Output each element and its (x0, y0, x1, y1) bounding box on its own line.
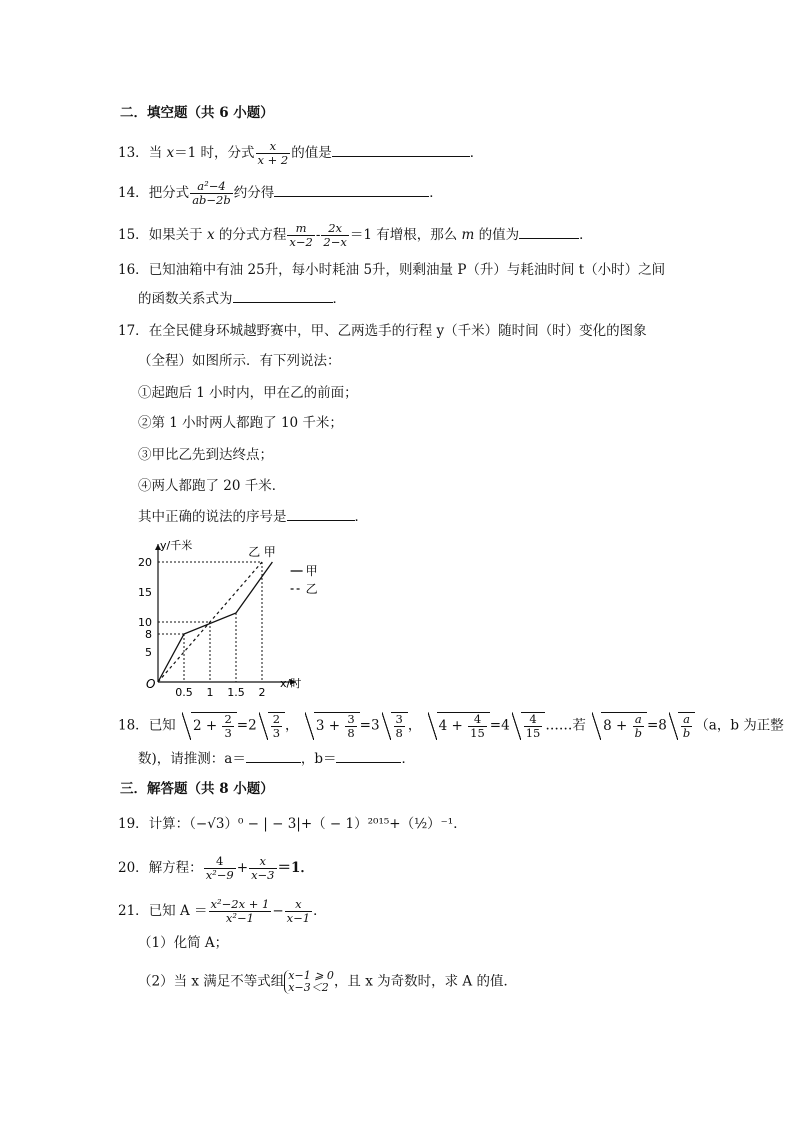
q17-statement-1: ①起跑后 1 小时内，甲在乙的前面； (138, 385, 358, 401)
q13-answer-blank[interactable] (332, 144, 470, 157)
q17-answer-blank[interactable] (287, 508, 355, 521)
q14-frac-den: ab−2b (192, 193, 231, 207)
question-15 (118, 222, 593, 249)
y-tick-label: 15 (138, 586, 152, 599)
question-21 (118, 898, 327, 925)
q21-text-1: 已知 A ＝ (148, 903, 208, 919)
question-16-line-2 (138, 290, 346, 308)
q21-part-2 (138, 970, 517, 994)
q16-text-1: 已知油箱中有油 25升，每小时耗油 5升，则剩油量 P（升）与耗油时间 t（小时）之间 (148, 262, 666, 278)
q14-frac-num: a²−4 (190, 180, 233, 194)
q18-sep-2: ， (407, 717, 422, 734)
q20-frac2-num: x (249, 855, 276, 869)
q15-text-2: 的分式方程 (214, 227, 287, 243)
x-tick-label: 1.5 (227, 686, 245, 699)
q15-minus: - (315, 227, 321, 243)
curve-label-jia: 甲 (263, 545, 276, 559)
q13-var-x: x (166, 145, 175, 161)
q17-line-2: （全程）如图所示．有下列说法： (138, 353, 341, 369)
q18-expr-3: 4 + $\frac{4}{15}$ (428, 712, 490, 740)
q21-part-2-text-2: ，且 x 为奇数时，求 A 的值． (333, 973, 517, 990)
q17-chart (138, 532, 338, 702)
q18-expr-4: 8 + $\frac{a}{b}$ (592, 712, 647, 740)
question-16-line-1 (118, 261, 665, 279)
y-tick-label: 10 (138, 616, 152, 629)
q17-statement-3: ③甲比乙先到达终点； (138, 447, 273, 463)
q21-minus: − (272, 903, 284, 919)
q21-ineq-1: x−1 ⩾ 0 (288, 969, 334, 982)
x-tick-label: 2 (258, 686, 266, 699)
q21-fraction-2 (285, 898, 312, 925)
y-tick-label: 20 (138, 556, 152, 569)
q15-fraction-2 (321, 222, 348, 249)
q21-number: 21． (118, 903, 149, 919)
q17-statement-4: ④两人都跑了 20 千米． (138, 478, 286, 494)
question-13 (118, 140, 483, 167)
q18-answer-b[interactable] (336, 750, 401, 763)
q16-end: ． (332, 291, 346, 307)
q21-frac2-den: x−1 (286, 911, 311, 925)
question-19 (118, 815, 467, 833)
q18-ask-b: ，b＝ (300, 751, 337, 767)
q20-plus: + (236, 860, 249, 876)
q18-sep-1: ， (285, 717, 299, 734)
q15-frac1-num: m (287, 222, 314, 236)
q21-frac2-num: x (285, 898, 312, 912)
q13-text-2: ＝1 时，分式 (174, 145, 255, 161)
q14-number: 14． (118, 185, 149, 201)
q18-answer-a[interactable] (246, 750, 301, 763)
q20-number: 20． (118, 860, 149, 876)
q16-text-2: 的函数关系式为 (138, 291, 233, 307)
q14-text-1: 把分式 (148, 185, 190, 201)
q15-frac2-num: 2x (321, 222, 348, 236)
q18-text-1: 已知 (148, 717, 176, 734)
q21-frac1-num: x²−2x + 1 (210, 897, 270, 911)
q21-inequality-system (284, 970, 334, 994)
origin-label: O (146, 677, 156, 691)
q18-expr-1: 2 + $\frac{2}{3}$ (182, 712, 237, 740)
q20-fraction-2 (249, 855, 276, 882)
x-tick-label: 0.5 (175, 686, 193, 699)
q14-answer-blank[interactable] (274, 184, 429, 197)
q15-end: ． (579, 227, 593, 243)
y-axis-label: y/千米 (160, 539, 193, 552)
section-2-title: 二．填空题（共 6 小题） (120, 105, 274, 121)
q13-text-1: 当 (148, 145, 167, 161)
curve-label-yi: 乙 (248, 545, 261, 559)
q15-text-1: 如果关于 (148, 227, 207, 243)
q17-end: ． (354, 509, 368, 525)
x-axis-label: x/时 (280, 677, 302, 690)
q15-answer-blank[interactable] (519, 226, 579, 239)
q21-end: ． (313, 903, 327, 919)
q20-text-1: 解方程： (148, 860, 203, 876)
q15-frac1-den: x−2 (289, 235, 313, 249)
q17-number: 17． (118, 323, 149, 339)
q13-frac-num: x (256, 140, 291, 154)
question-17-line-1 (118, 322, 647, 340)
q21-frac1-den: x²−1 (225, 911, 254, 925)
q13-frac-den: x + 2 (257, 153, 289, 167)
q15-fraction-1 (287, 222, 314, 249)
q13-end: ． (469, 145, 484, 161)
q20-fraction-1 (204, 855, 236, 882)
q20-frac1-den: x²−9 (205, 868, 234, 882)
question-14 (118, 180, 443, 207)
q16-answer-blank[interactable] (233, 290, 333, 303)
q17-statement-2: ②第 1 小时两人都跑了 10 千米； (138, 415, 343, 431)
question-18-line-1: 18．已知 2 + $\frac{2}{3}$ =2 $\frac{2}{3}$ ， 3 + $\frac{3}{8}$ =3 $\frac{3}{8}$ ， 4 + $\frac{4}{15}$ =4 $\frac{4}{15}$ ……若 8 + $\frac{a}{b}$ =8 $\frac{a}{b}$ （a，b 为正整 (118, 712, 784, 740)
legend-yi-label: 乙 (305, 582, 318, 596)
q21-part-1: （1）化简 A； (138, 935, 229, 951)
y-tick-label: 5 (145, 646, 152, 659)
q20-frac1-num: 4 (204, 855, 236, 869)
q15-frac2-den: 2−x (323, 235, 347, 249)
q20-frac2-den: x−3 (251, 868, 275, 882)
q21-part-2-text-1: （2）当 x 满足不等式组 (138, 973, 285, 990)
legend-jia-label: 甲 (305, 564, 318, 578)
q15-var-x: x (206, 227, 215, 243)
q19-text: 计算：（−√3）⁰ − | − 3|+（ − 1）²⁰¹⁵+（½）⁻¹． (148, 816, 467, 832)
q21-fraction-1 (209, 898, 272, 925)
q17-text-1: 在全民健身环城越野赛中，甲、乙两选手的行程 y（千米）随时间（时）变化的图象 (148, 323, 647, 339)
q14-end: ． (429, 185, 443, 201)
q21-ineq-2: x−3＜2 (288, 981, 329, 994)
q15-text-4: 的值为 (474, 227, 520, 243)
q14-fraction (190, 180, 233, 207)
q17-question (138, 508, 368, 526)
q15-text-3: ＝1 有增根，那么 (349, 227, 462, 243)
q14-text-2: 约分得 (233, 185, 275, 201)
q18-text-2: （a，b 为正整 (695, 717, 784, 734)
q17-ask: 其中正确的说法的序号是 (138, 509, 287, 525)
q20-text-2: ＝1． (277, 860, 314, 876)
q19-number: 19． (118, 816, 149, 832)
q18-expr-2: 3 + $\frac{3}{8}$ (305, 712, 360, 740)
q15-number: 15． (118, 227, 149, 243)
q18-ask-a: 数)，请推测：a＝ (138, 751, 246, 767)
q15-var-m: m (461, 227, 475, 243)
q18-number: 18． (118, 717, 149, 734)
q18-end: ． (401, 751, 415, 767)
q16-number: 16． (118, 262, 149, 278)
question-20 (118, 855, 314, 882)
x-tick-label: 1 (206, 686, 214, 699)
q13-text-3: 的值是 (291, 145, 332, 161)
section-3-title: 三．解答题（共 8 小题） (120, 781, 274, 797)
question-18-line-2 (138, 750, 415, 768)
y-tick-label: 8 (145, 628, 152, 641)
q13-fraction (256, 140, 291, 167)
q13-number: 13． (118, 145, 149, 161)
q18-dots: ……若 (545, 717, 586, 734)
